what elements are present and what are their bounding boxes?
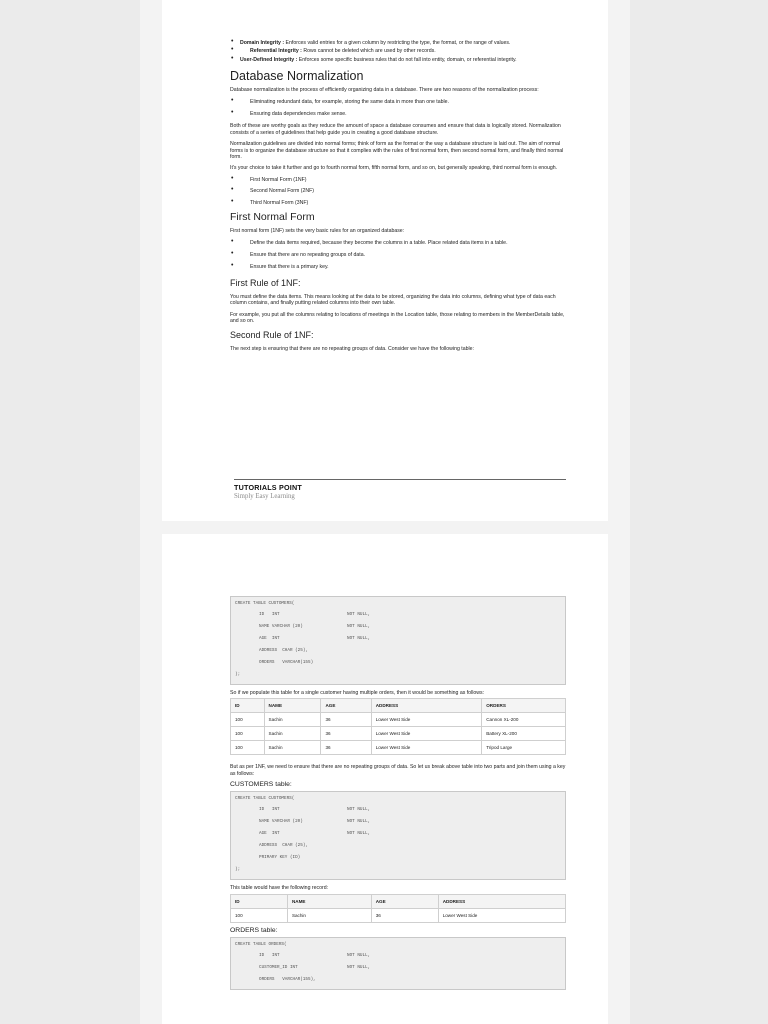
code-line: AGE INT NOT NULL, xyxy=(259,636,371,641)
page-1-content xyxy=(230,40,566,358)
table-cell: Sachin xyxy=(287,908,371,922)
code-line: AGE INT NOT NULL, xyxy=(259,831,371,837)
list-item: • Ensure that there is a primary key. xyxy=(230,264,566,270)
paragraph: Database normalization is the process of efficiently organizing data in a database. There are two reasons of the normalization process: xyxy=(230,87,539,94)
table-cell: 36 xyxy=(371,908,438,922)
table-row xyxy=(231,741,566,755)
integrity-list xyxy=(230,40,566,63)
table-cell: 36 xyxy=(321,727,371,741)
table-cell: 100 xyxy=(231,727,265,741)
document-page-2 xyxy=(162,534,608,1024)
table-row xyxy=(231,727,566,741)
paragraph: It's your choice to take it further and go to fourth normal form, fifth normal form, and so on, but generally speaking, third normal form is enough. xyxy=(230,165,558,172)
list-item: • Ensure that there are no repeating groups of data. xyxy=(230,252,566,258)
table-cell: Lower West Side xyxy=(371,727,482,741)
table-cell: Sachin xyxy=(264,713,321,727)
paragraph: Both of these are worthy goals as they reduce the amount of space a database consumes and ensure that data is logically stored. Normalization consists of a series of guidelines that help guide you in creating a good database structure. xyxy=(230,123,561,136)
paragraph: You must define the data items. This means looking at the data to be stored, organizing the data into columns, defining what type of data each column contains, and finally putting related columns into their own table. xyxy=(230,293,556,307)
column-header: ADDRESS xyxy=(371,699,482,713)
code-line: ID INT NOT NULL, xyxy=(259,952,371,958)
paragraph: The next step is ensuring that there are no repeating groups of data. Consider we have the following table: xyxy=(230,346,474,353)
list-item: • Ensuring data dependencies make sense. xyxy=(230,111,566,117)
column-header: ORDERS xyxy=(482,699,566,713)
code-line: ); xyxy=(235,672,241,677)
code-line: CREATE TABLE ORDERS( xyxy=(235,941,287,947)
heading-first-rule: First Rule of 1NF: xyxy=(230,277,301,288)
paragraph: This table would have the following record: xyxy=(230,885,329,892)
code-line: ID INT NOT NULL, xyxy=(259,612,371,617)
customers-table-label: CUSTOMERS table: xyxy=(230,781,292,789)
list-item: • First Normal Form (1NF) xyxy=(230,177,566,183)
reasons-list xyxy=(230,99,566,118)
footer-brand: TUTORIALS POINT xyxy=(234,483,302,492)
column-header: NAME xyxy=(287,894,371,908)
column-header: AGE xyxy=(321,699,371,713)
page-2-content xyxy=(230,596,566,990)
code-line: NAME VARCHAR (20) NOT NULL, xyxy=(259,624,371,629)
list-item: • Define the data items required, because they become the columns in a table. Place related data items in a table. xyxy=(230,240,566,246)
table-cell: 100 xyxy=(231,741,265,755)
list-item: • User-Defined Integrity : Enforces some specific business rules that do not fall into entity, domain, or referential integrity. xyxy=(230,57,566,63)
column-header: ID xyxy=(231,699,265,713)
code-line: ORDERS VARCHAR(155) xyxy=(259,660,314,665)
table-row xyxy=(231,908,566,922)
code-line: CREATE TABLE CUSTOMERS( xyxy=(235,601,295,606)
code-line: ID INT NOT NULL, xyxy=(259,807,371,813)
orders-example-table xyxy=(230,698,566,755)
table-cell: 36 xyxy=(321,741,371,755)
heading-second-rule: Second Rule of 1NF: xyxy=(230,330,314,341)
code-line: ADDRESS CHAR (25), xyxy=(259,648,308,653)
table-cell: 100 xyxy=(231,908,288,922)
table-cell: Lower West Side xyxy=(371,713,482,727)
orders-table-label: ORDERS table: xyxy=(230,926,278,934)
column-header: NAME xyxy=(264,699,321,713)
normal-forms-list xyxy=(230,177,566,206)
code-block-orders xyxy=(230,937,566,990)
code-line: NAME VARCHAR (20) NOT NULL, xyxy=(259,819,371,825)
table-cell: Lower West Side xyxy=(438,908,565,922)
page-footer xyxy=(234,479,566,500)
list-item: • Referential Integrity : Rows cannot be deleted which are used by other records. xyxy=(230,48,566,54)
code-line: PRIMARY KEY (ID) xyxy=(259,855,301,861)
table-header-row xyxy=(231,699,566,713)
code-block-customers-2 xyxy=(230,791,566,880)
table-cell: Lower West Side xyxy=(371,741,482,755)
heading-first-normal-form: First Normal Form xyxy=(230,211,315,224)
column-header: ADDRESS xyxy=(438,894,565,908)
list-item: • Eliminating redundant data, for example, storing the same data in more than one table. xyxy=(230,99,566,105)
paragraph: First normal form (1NF) sets the very basic rules for an organized database: xyxy=(230,228,405,235)
paragraph: So if we populate this table for a single customer having multiple orders, then it would be something as follows: xyxy=(230,690,485,696)
heading-database-normalization: Database Normalization xyxy=(230,69,364,84)
table-cell: Sachin xyxy=(264,741,321,755)
list-item: • Third Normal Form (3NF) xyxy=(230,200,566,206)
table-cell: Cannon XL-200 xyxy=(482,713,566,727)
paragraph: But as per 1NF, we need to ensure that there are no repeating groups of data. So let us break above table into two parts and join them using a key as follows: xyxy=(230,764,566,777)
table-cell: Tripod Large xyxy=(482,741,566,755)
table-cell: 100 xyxy=(231,713,265,727)
table-cell: 36 xyxy=(321,713,371,727)
column-header: AGE xyxy=(371,894,438,908)
list-item: • Domain Integrity : Enforces valid entries for a given column by restricting the type, the format, or the range of values. xyxy=(230,40,566,46)
code-line: ADDRESS CHAR (25), xyxy=(259,843,308,849)
document-page-1 xyxy=(162,0,608,521)
footer-tagline: Simply Easy Learning xyxy=(234,493,295,500)
code-line: CUSTOMER_ID INT NOT NULL, xyxy=(259,964,371,970)
list-item: • Second Normal Form (2NF) xyxy=(230,188,566,194)
code-line: CREATE TABLE CUSTOMERS( xyxy=(235,796,295,802)
paragraph: For example, you put all the columns relating to locations of meetings in the Location table, those relating to members in the MemberDetails table, and so on. xyxy=(230,311,565,324)
customers-record-table xyxy=(230,894,566,923)
paragraph: Normalization guidelines are divided into normal forms; think of form as the format or the way a database structure is laid out. The aim of normal forms is to organize the database structure so that it complies with the rules of first normal form, then second normal form, and finally third normal form. xyxy=(230,141,564,161)
column-header: ID xyxy=(231,894,288,908)
code-line: ORDERS VARCHAR(155), xyxy=(259,976,316,982)
code-block-customers-1 xyxy=(230,596,566,685)
rules-list xyxy=(230,240,566,271)
table-cell: Sachin xyxy=(264,727,321,741)
table-row xyxy=(231,713,566,727)
code-line: ); xyxy=(235,867,241,873)
table-header-row xyxy=(231,894,566,908)
table-cell: Battery XL-200 xyxy=(482,727,566,741)
